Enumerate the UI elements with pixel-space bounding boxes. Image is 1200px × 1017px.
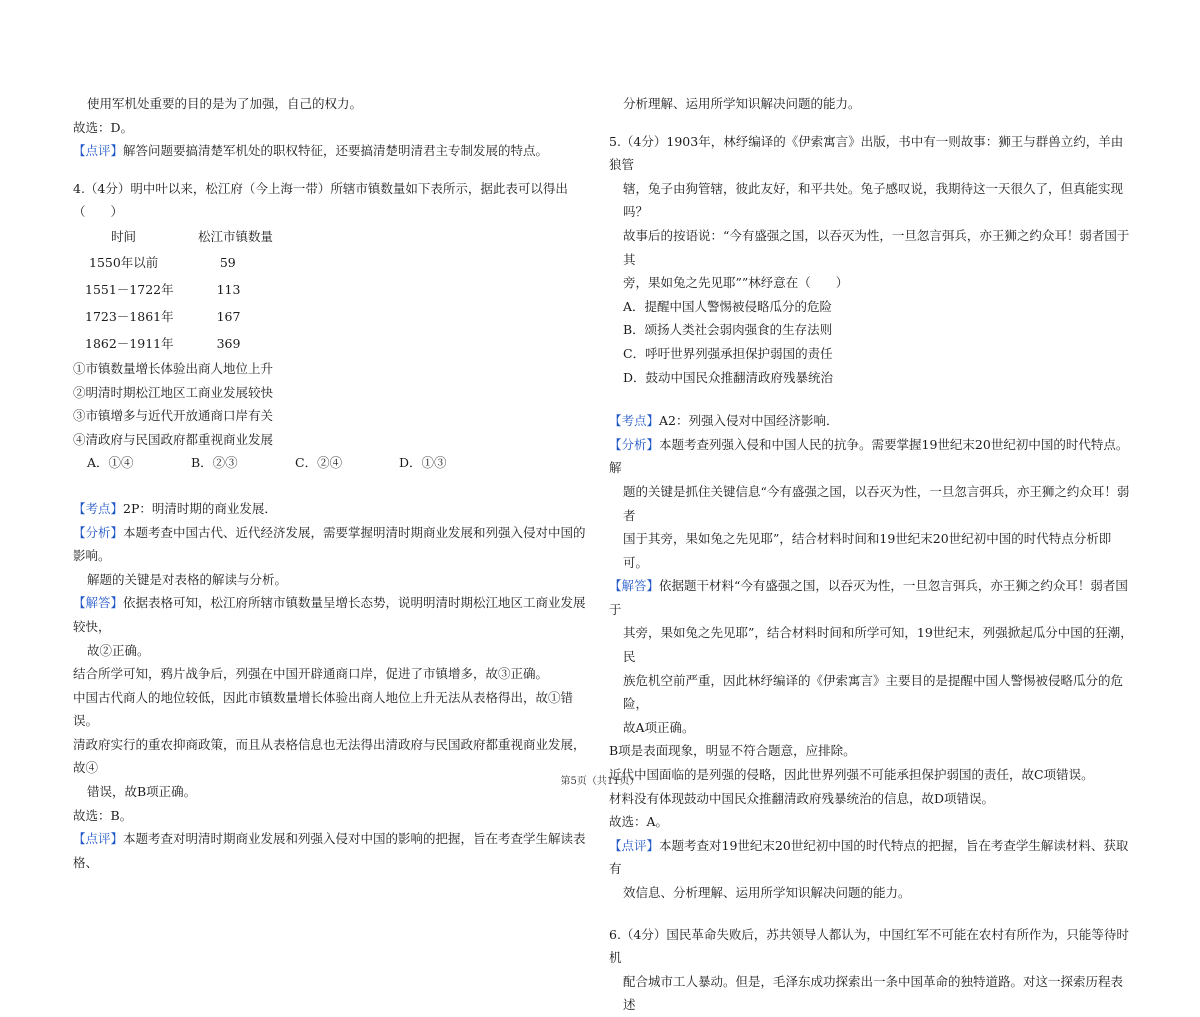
table-cell: 59	[219, 254, 236, 270]
fenxi-tag: 【分析】	[73, 524, 124, 540]
q5-jieda-cont: 族危机空前严重，因此林纾编译的《伊索寓言》主要目的是提醒中国人警惕被侵略瓜分的危险，	[623, 672, 1124, 712]
table-row	[73, 303, 333, 330]
kaodian-tag: 【考点】	[73, 500, 124, 516]
jieda-tag: 【解答】	[73, 595, 124, 611]
q3-answer: 故选：D。	[73, 119, 134, 135]
fenxi-text: 本题考查列强入侵和中国人民的抗争。需要掌握19世纪末20世纪初中国的时代特点。解	[609, 436, 1129, 476]
option-d: D．鼓动中国民众推翻清政府残暴统治	[623, 369, 834, 385]
jieda-tag: 【解答】	[609, 578, 660, 594]
q4-para-cont: 错误，故B项正确。	[87, 784, 197, 800]
table-cell: 113	[216, 281, 241, 297]
q5-comment	[609, 834, 1134, 881]
statement: ③市镇增多与近代开放通商口岸有关	[73, 408, 274, 424]
option-c: C．②④	[295, 455, 343, 471]
comment-text: 本题考查对19世纪末20世纪初中国的时代特点的把握，旨在考查学生解读材料、获取有	[609, 837, 1129, 877]
q4-jieda-cont: 故②正确。	[87, 642, 150, 658]
q4-jieda	[73, 591, 593, 638]
comment-text: 解答问题要搞清楚军机处的职权特征，还要搞清楚明清君主专制发展的特点。	[123, 143, 549, 159]
comment-tag: 【点评】	[609, 837, 660, 853]
q5-fenxi-cont: 国于其旁，果如兔之先见耶”，结合材料时间和19世纪末20世纪初中国的时代特点分析即可。	[623, 531, 1112, 570]
table-cell: 1551－1722年	[85, 281, 174, 297]
q4-para: 清政府实行的重农抑商政策，而且从表格信息也无法得出清政府与民国政府都重视商业发展，故④	[73, 736, 586, 776]
table-cell: 369	[216, 335, 241, 351]
q5-jieda	[609, 574, 1134, 621]
table-header-cell: 松江市镇数量	[198, 228, 274, 244]
q4-comment	[73, 827, 593, 874]
q5-stem: 5.（4分）1903年，林纾编译的《伊索寓言》出版，书中有一则故事：狮王与群兽立约，羊由狼管	[609, 133, 1124, 173]
q3-tail-line: 使用军机处重要的目的是为了加强，自己的权力。	[87, 96, 363, 111]
fenxi-text: 本题考查中国古代、近代经济发展，需要掌握明清时期商业发展和列强入侵对中国的影响。	[73, 524, 586, 564]
table-row	[73, 276, 333, 303]
option-b: B．颂扬人类社会弱肉强食的生存法则	[623, 322, 833, 338]
statement: ①市镇数量增长体验出商人地位上升	[73, 360, 274, 376]
q5-stem-cont: 旁，果如兔之先见耶””林纾意在（ ）	[623, 275, 849, 291]
table-cell: 1723－1861年	[85, 308, 174, 324]
q5-kaodian	[609, 409, 1134, 433]
q5-fenxi	[609, 433, 1134, 480]
comment-text: 本题考查对明清时期商业发展和列强入侵对中国的影响的把握，旨在考查学生解读表格、	[73, 831, 586, 870]
q4-fenxi	[73, 521, 593, 568]
q4-table	[73, 224, 333, 357]
kaodian-text: A2：列强入侵对中国经济影响．	[659, 413, 839, 429]
comment-tag: 【点评】	[73, 143, 124, 159]
q5-para: B项是表面现象，明显不符合题意，应排除。	[609, 743, 856, 759]
page-footer: 第5页（共11页）	[560, 776, 640, 787]
q5-stem-cont: 辖，兔子由狗管辖，彼此友好，和平共处。兔子感叹说，我期待这一天很久了，但真能实现吗？	[623, 180, 1124, 220]
q4-options	[73, 451, 593, 475]
table-row	[73, 249, 333, 276]
q4-fenxi-cont: 解题的关键是对表格的解读与分析。	[87, 571, 288, 587]
q5-fenxi-cont: 题的关键是抓住关键信息“今有盛强之国，以吞灭为性，一旦忽言弭兵，亦王狮之约众耳！弱者	[623, 483, 1130, 523]
q6-stem-cont: 配合城市工人暴动。但是，毛泽东成功探索出一条中国革命的独特道路。对这一探索历程表述	[623, 973, 1124, 1013]
q4-tail-line: 分析理解、运用所学知识解决问题的能力。	[623, 96, 861, 111]
q4-kaodian	[73, 497, 593, 521]
option-c: C．呼吁世界列强承担保护弱国的责任	[623, 345, 833, 361]
left-column	[73, 92, 593, 874]
table-row	[73, 330, 333, 357]
table-cell: 1862－1911年	[85, 335, 174, 351]
q6-stem: 6.（4分）国民革命失败后，苏共领导人都认为，中国红军不可能在农村有所作为，只能等待时机	[609, 926, 1129, 966]
table-header-row	[73, 224, 333, 249]
q3-comment	[73, 139, 593, 163]
q5-jieda-cont: 故A项正确。	[623, 719, 695, 735]
option-a: A．提醒中国人警惕被侵略瓜分的危险	[623, 298, 833, 314]
jieda-text: 依据题干材料“今有盛强之国，以吞灭为性，一旦忽言弭兵，亦王狮之约众耳！弱者国于	[609, 578, 1128, 617]
q4-para: 结合所学可知，鸦片战争后，列强在中国开辟通商口岸，促进了市镇增多，故③正确。	[73, 666, 549, 682]
q5-comment-cont: 效信息、分析理解、运用所学知识解决问题的能力。	[623, 885, 911, 900]
option-a: A．①④	[87, 455, 134, 471]
statement: ④清政府与民国政府都重视商业发展	[73, 431, 274, 447]
jieda-text: 依据表格可知，松江府所辖市镇数量呈增长态势，说明明清时期松江地区工商业发展较快，	[73, 595, 586, 634]
kaodian-tag: 【考点】	[609, 413, 660, 429]
table-header-cell: 时间	[111, 228, 137, 244]
q5-stem-cont: 故事后的按语说：“今有盛强之国，以吞灭为性，一旦忽言弭兵，亦王狮之约众耳！弱者国于其	[623, 227, 1130, 267]
option-b: B．②③	[191, 455, 238, 471]
table-cell: 167	[216, 308, 241, 324]
q5-para: 材料没有体现鼓动中国民众推翻清政府残暴统治的信息，故D项错误。	[609, 790, 995, 806]
q5-para: 近代中国面临的是列强的侵略，因此世界列强不可能承担保护弱国的责任，故C项错误。	[609, 767, 1094, 783]
option-d: D．①③	[399, 455, 447, 471]
q4-stem: 4.（4分）明中叶以来，松江府（今上海一带）所辖市镇数量如下表所示，据此表可以得出（ ）	[73, 180, 568, 220]
q4-para: 中国古代商人的地位较低，因此市镇数量增长体验出商人地位上升无法从表格得出，故①错误。	[73, 689, 574, 729]
q5-jieda-cont: 其旁，果如兔之先见耶”，结合材料时间和所学可知，19世纪末，列强掀起瓜分中国的狂潮，民	[623, 625, 1133, 665]
kaodian-text: 2P：明清时期的商业发展．	[123, 500, 277, 516]
fenxi-tag: 【分析】	[609, 436, 660, 452]
right-column	[609, 92, 1134, 1017]
q4-answer: 故选：B。	[73, 807, 133, 823]
q5-answer: 故选：A。	[609, 814, 669, 830]
comment-tag: 【点评】	[73, 831, 124, 847]
table-cell: 1550年以前	[89, 254, 159, 270]
statement: ②明清时期松江地区工商业发展较快	[73, 384, 274, 400]
